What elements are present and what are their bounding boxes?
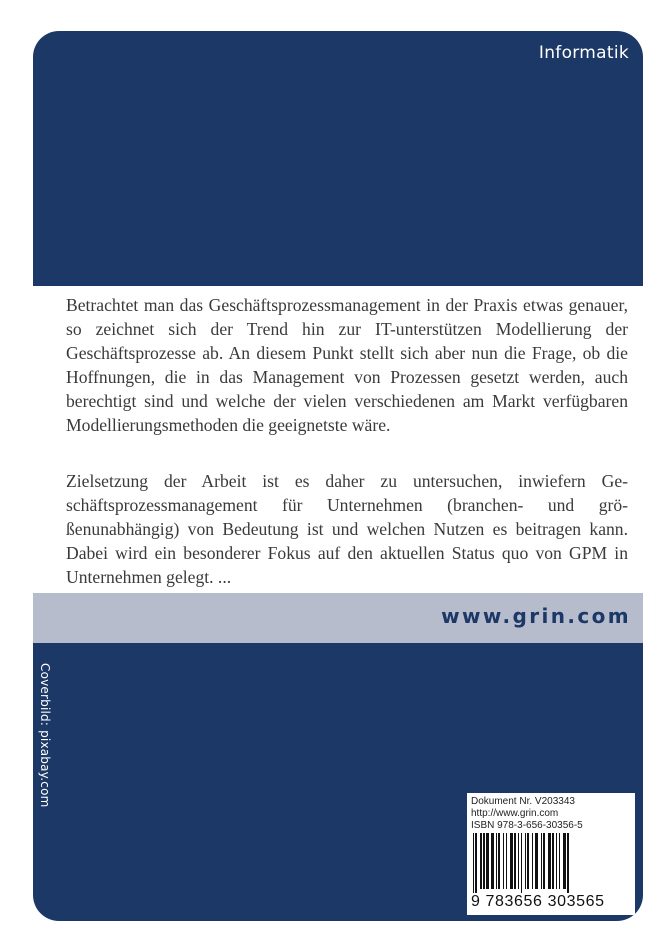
back-cover: [33, 31, 643, 921]
isbn: ISBN 978-3-656-30356-5: [471, 820, 583, 831]
blurb-paragraph-1: Betrachtet man das Geschäftsprozessmanagement in der Praxis etwas genauer, so zeichnet sich der Trend hin zur IT-unterstützen Modellierung der Geschäftsprozesse ab. An diesem Punkt stellt sich aber nun die Frage, ob die Hoffnungen, die in das Management von Prozessen gesetzt werden, auch berechtigt sind und welche der vielen verschiedenen am Markt verfügbaren Modellierungsmethoden die geeignetste wäre.: [66, 295, 628, 435]
barcode-box: [467, 793, 635, 915]
barcode-digits: 9 783656 303565: [471, 893, 605, 910]
document-number: Dokument Nr. V203343: [471, 796, 575, 807]
cover-credit: Coverbild: pixabay.com: [38, 663, 52, 808]
publisher-url[interactable]: www.grin.com: [441, 604, 631, 628]
url-band: [33, 593, 643, 643]
category-label: Informatik: [538, 43, 629, 63]
barcode-website: http://www.grin.com: [471, 808, 559, 819]
blurb-paragraph-2: Zielsetzung der Arbeit ist es daher zu untersuchen, inwiefern Geschäftsprozessmanagement für Unternehmen (branchen- und größenunabhängig) von Bedeutung ist und welchen Nutzen es beitragen kann. Dabei wird ein besonderer Fokus auf den aktuellen Status quo von GPM in Unternehmen gelegt. ...: [66, 471, 628, 587]
top-band: [33, 31, 643, 286]
barcode-meta: [471, 796, 583, 832]
bottom-band: [33, 643, 643, 921]
barcode-icon: [471, 833, 631, 893]
